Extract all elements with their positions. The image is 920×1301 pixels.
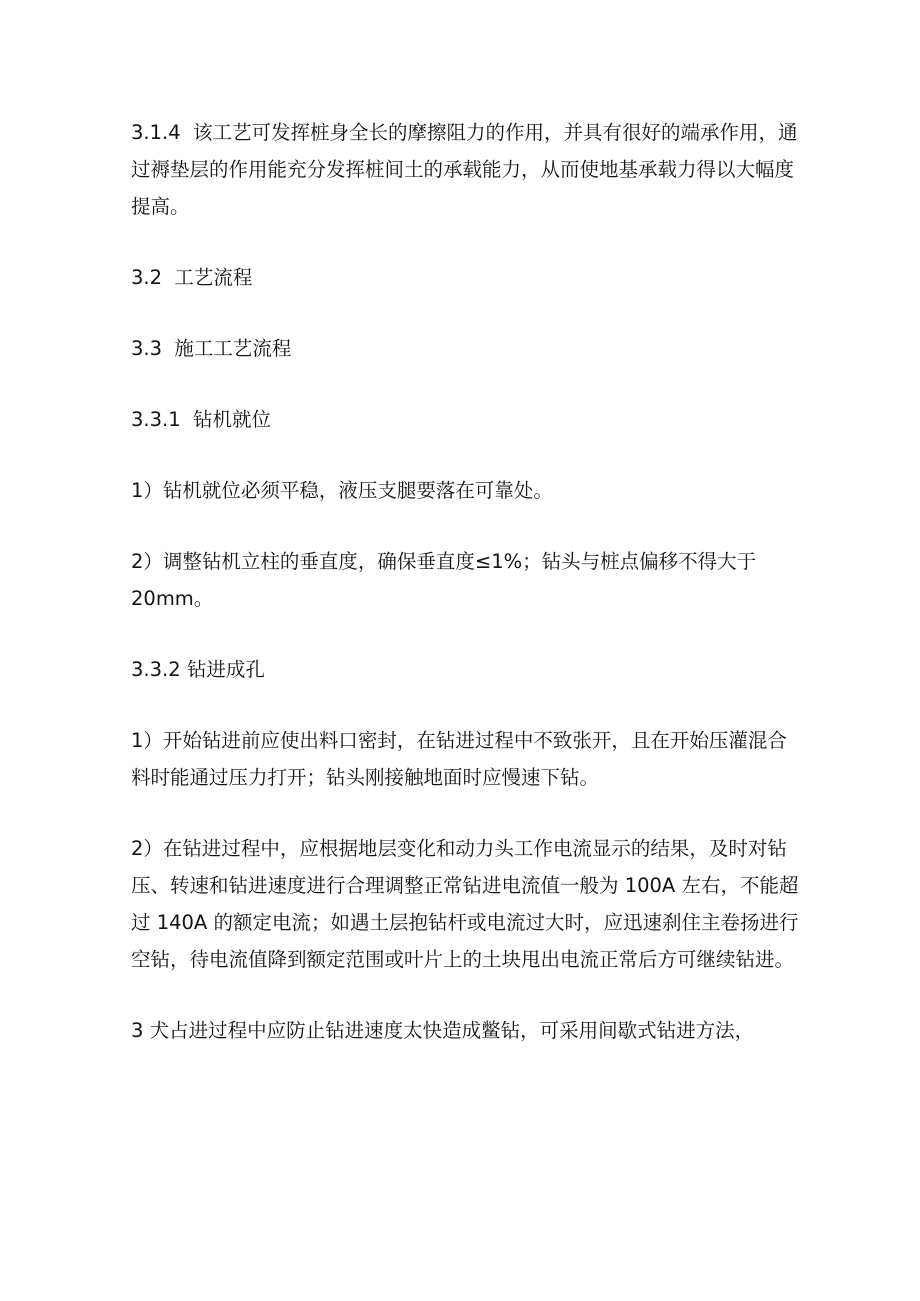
paragraph-3-3-1-item-2: 2）调整钻机立柱的垂直度，确保垂直度≤1%；钻头与桩点偏移不得大于20mm。: [131, 550, 757, 610]
paragraph-3-3-2-item-2: 2）在钻进过程中，应根据地层变化和动力头工作电流显示的结果，及时对钻压、转速和钻进速度进行合理调整正常钻进电流值一般为 100A 左右，不能超过 140A 的额定电流；如遇土层抱钻杆或电流过大时，应迅速刹住主卷扬进行空钻，待电流值降到额定范围或叶片上的土块甩出电流正常后方可继续钻进。: [131, 837, 799, 971]
paragraph-3-3-2-item-3: 3 犬占进过程中应防止钻进速度太快造成鳖钻，可采用间歇式钻进方法，: [131, 1019, 755, 1042]
paragraph-3-3-1-item-1: 1）钻机就位必须平稳，液压支腿要落在可靠处。: [131, 479, 553, 502]
heading-3-3-1: 3.3.1 钻机就位: [131, 408, 272, 431]
paragraph-3-3-2-item-1: 1）开始钻进前应使出料口密封，在钻进过程中不致张开，且在开始压灌混合料时能通过压力打开；钻头刚接触地面时应慢速下钻。: [131, 729, 787, 789]
document-body: [131, 114, 801, 1083]
paragraph-3-1-4: 3.1.4 该工艺可发挥桩身全长的摩擦阻力的作用，并具有很好的端承作用，通过褥垫层的作用能充分发挥桩间土的承载能力，从而使地基承载力得以大幅度提高。: [131, 121, 798, 218]
heading-3-2: 3.2 工艺流程: [131, 266, 253, 289]
heading-3-3: 3.3 施工工艺流程: [131, 337, 292, 360]
heading-3-3-2: 3.3.2 钻进成孔: [131, 658, 265, 681]
